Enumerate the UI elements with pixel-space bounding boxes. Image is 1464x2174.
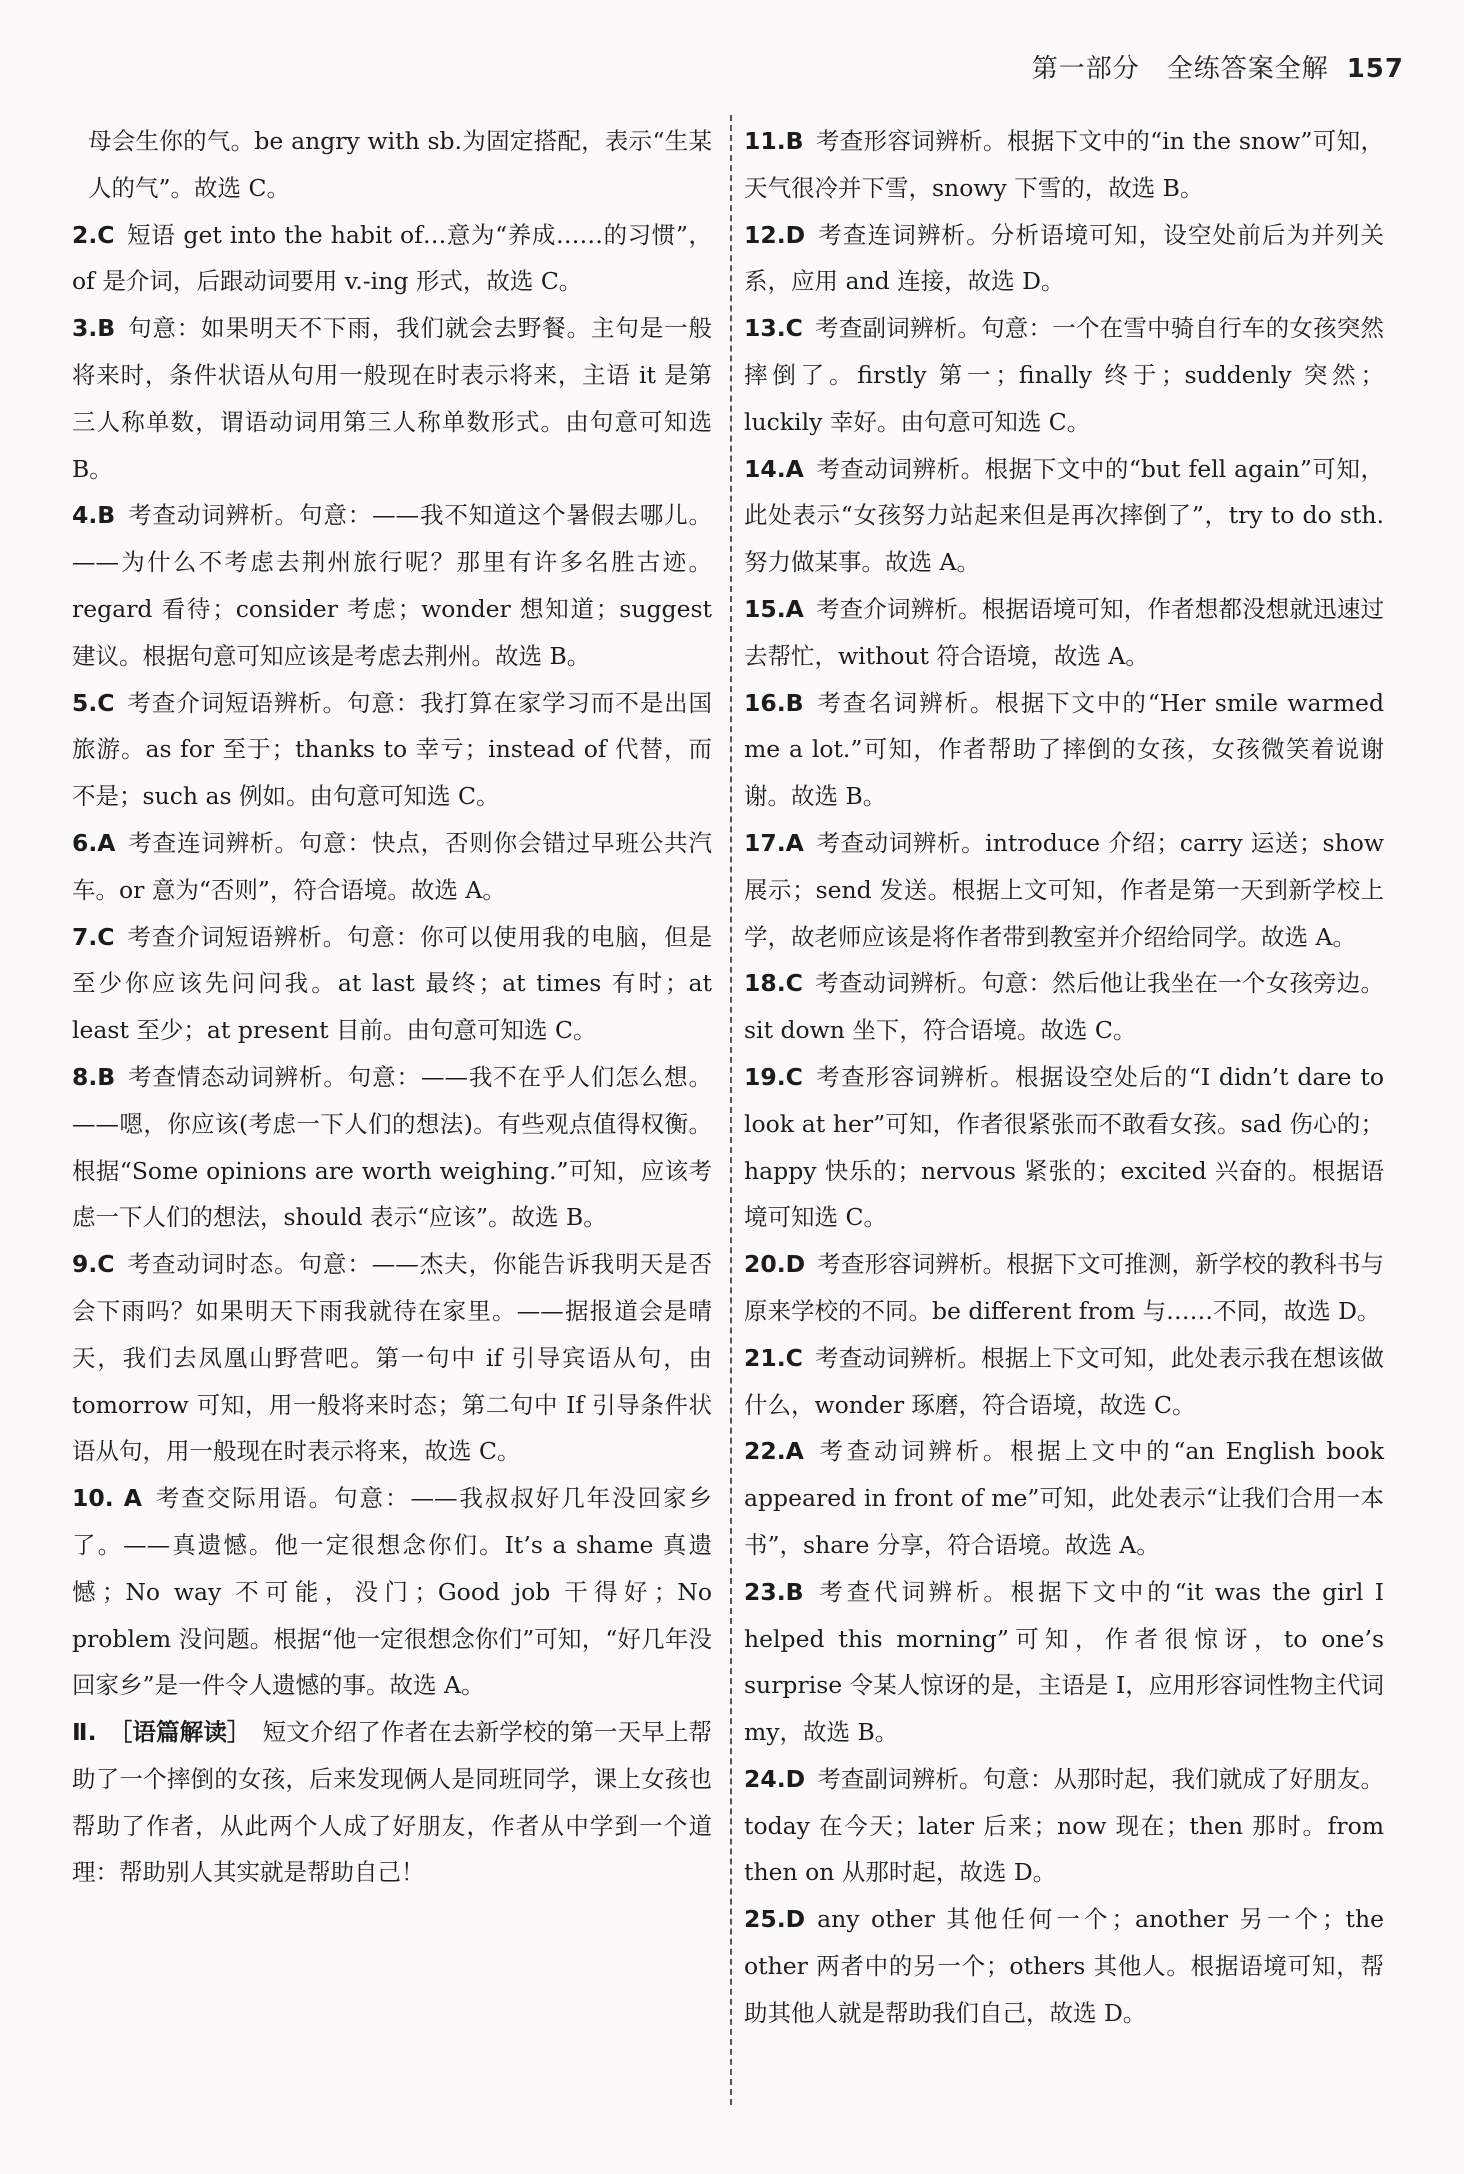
answer-item xyxy=(72,1054,712,1241)
answer-text: 母会生你的气。be angry with sb.为固定搭配，表示“生某人的气”。故选 C。 xyxy=(88,127,712,202)
answer-number: 17.A xyxy=(744,828,804,857)
answer-item xyxy=(744,1428,1384,1568)
answer-item xyxy=(744,446,1384,586)
answer-text: 考查介词辨析。根据语境可知，作者想都没想就迅速过去帮忙，without 符合语境，故选 A。 xyxy=(744,594,1384,670)
answer-number: 9.C xyxy=(72,1250,115,1279)
answer-item xyxy=(744,212,1384,306)
answer-item xyxy=(72,492,712,679)
answer-text: 考查动词辨析。句意：然后他让我坐在一个女孩旁边。sit down 坐下，符合语境。故选 C。 xyxy=(744,969,1384,1045)
answer-text: 句意：如果明天不下雨，我们就会去野餐。主句是一般将来时，条件状语从句用一般现在时表示将来，主语 it 是第三人称单数，谓语动词用第三人称单数形式。由句意可知选 B。 xyxy=(72,314,712,483)
answer-text: 考查名词辨析。根据下文中的“Her smile warmed me a lot.”可知，作者帮助了摔倒的女孩，女孩微笑着说谢谢。故选 B。 xyxy=(744,688,1384,811)
answer-number: 23.B xyxy=(744,1577,804,1606)
answer-number: 22.A xyxy=(744,1437,804,1466)
answer-item xyxy=(744,305,1384,445)
answer-number: 4.B xyxy=(72,501,116,530)
answer-item xyxy=(72,914,712,1054)
answer-text: any other 其他任何一个；another 另一个；the other 两者中的另一个；others 其他人。根据语境可知，帮助其他人就是帮助我们自己，故选 D。 xyxy=(744,1905,1384,2027)
answer-item xyxy=(744,1569,1384,1756)
answer-number: 18.C xyxy=(744,969,803,998)
answer-text: 考查代词辨析。根据下文中的“it was the girl I helped this morning”可知，作者很惊讶，to one’s surprise 令某人惊讶的是，主语是 I，应用形容词性物主代词 my，故选 B。 xyxy=(744,1577,1384,1747)
answer-number: 13.C xyxy=(744,314,803,343)
answer-number: 8.B xyxy=(72,1062,116,1091)
answer-text: 考查副词辨析。句意：一个在雪中骑自行车的女孩突然摔倒了。firstly 第一；finally 终于；suddenly 突然；luckily 幸好。由句意可知选 C。 xyxy=(744,314,1384,436)
answer-item xyxy=(72,212,712,306)
answer-item xyxy=(744,1756,1384,1896)
answer-item xyxy=(72,118,712,212)
left-column xyxy=(72,118,712,1896)
answer-number: 24.D xyxy=(744,1764,806,1793)
answer-text: 考查动词时态。句意：——杰夫，你能告诉我明天是否会下雨吗？如果明天下雨我就待在家里。——据报道会是晴天，我们去凤凰山野营吧。第一句中 if 引导宾语从句，由 tomorrow 可知，用一般将来时态；第二句中 If 引导条件状语从句，用一般现在时表示将来，故选 C。 xyxy=(72,1250,712,1466)
answer-item xyxy=(744,1335,1384,1429)
answer-number: 11.B xyxy=(744,127,804,155)
answer-text: 短文介绍了作者在去新学校的第一天早上帮助了一个摔倒的女孩，后来发现俩人是同班同学，课上女孩也帮助了作者，从此两个人成了好朋友，作者从中学到一个道理：帮助别人其实就是帮助自己！ xyxy=(72,1718,713,1887)
answer-text: 短语 get into the habit of…意为“养成……的习惯”，of 是介词，后跟动词要用 v.-ing 形式，故选 C。 xyxy=(72,220,712,296)
answer-item xyxy=(72,1709,712,1896)
answer-item xyxy=(72,820,712,914)
answer-text: 考查连词辨析。分析语境可知，设空处前后为并列关系，应用 and 连接，故选 D。 xyxy=(744,220,1384,296)
answer-number: 16.B xyxy=(744,688,804,717)
answer-text: 考查情态动词辨析。句意：——我不在乎人们怎么想。——嗯，你应该(考虑一下人们的想法)。有些观点值得权衡。根据“Some opinions are worth weighing.”可知，应该考虑一下人们的想法，should 表示“应该”。故选 B。 xyxy=(72,1062,712,1232)
answer-item xyxy=(744,1241,1384,1335)
answer-number: 6.A xyxy=(72,828,116,857)
answer-number: 3.B xyxy=(72,314,116,343)
answer-number: 15.A xyxy=(744,594,804,623)
answer-text: 考查动词辨析。根据上文中的“an English book appeared in front of me”可知，此处表示“让我们合用一本书”，share 分享，符合语境。故选 A。 xyxy=(744,1437,1384,1559)
answer-item xyxy=(744,118,1384,212)
answer-text: 考查动词辨析。句意：——我不知道这个暑假去哪儿。——为什么不考虑去荆州旅行呢？那里有许多名胜古迹。regard 看待；consider 考虑；wonder 想知道；suggest 建议。根据句意可知应该是考虑去荆州。故选 B。 xyxy=(72,501,712,670)
answer-text: 考查交际用语。句意：——我叔叔好几年没回家乡了。——真遗憾。他一定很想念你们。It’s a shame 真遗憾；No way 不可能，没门；Good job 干得好；No problem 没问题。根据“他一定很想念你们”可知，“好几年没回家乡”是一件令人遗憾的事。故选 A。 xyxy=(72,1484,712,1700)
answer-number: Ⅱ. xyxy=(72,1718,97,1747)
answer-number: 7.C xyxy=(72,922,115,951)
answer-text: 考查动词辨析。根据下文中的“but fell again”可知，此处表示“女孩努力站起来但是再次摔倒了”，try to do sth.努力做某事。故选 A。 xyxy=(744,454,1384,577)
answer-item xyxy=(744,1896,1384,2036)
answer-item xyxy=(744,1054,1384,1241)
right-column xyxy=(744,118,1384,2037)
header-section-title: 第一部分 全练答案全解 xyxy=(1031,54,1329,84)
answer-text: 考查介词短语辨析。句意：我打算在家学习而不是出国旅游。as for 至于；thanks to 幸亏；instead of 代替，而不是；such as 例如。由句意可知选 C。 xyxy=(72,688,712,811)
page-number: 157 xyxy=(1346,54,1404,84)
answer-number: 20.D xyxy=(744,1250,806,1279)
answer-text: 考查介词短语辨析。句意：你可以使用我的电脑，但是至少你应该先问问我。at last 最终；at times 有时；at least 至少；at present 目前。由句意可知选 C。 xyxy=(72,922,712,1045)
answer-text: 考查连词辨析。句意：快点，否则你会错过早班公共汽车。or 意为“否则”，符合语境。故选 A。 xyxy=(72,828,712,904)
answer-item xyxy=(72,680,712,820)
answer-item xyxy=(744,820,1384,960)
answer-text: 考查动词辨析。introduce 介绍；carry 运送；show 展示；send 发送。根据上文可知，作者是第一天到新学校上学，故老师应该是将作者带到教室并介绍给同学。故选 A。 xyxy=(744,828,1384,951)
answer-number: 2.C xyxy=(72,220,115,249)
answer-item xyxy=(744,960,1384,1054)
answer-number: 12.D xyxy=(744,220,806,249)
answer-number: 21.C xyxy=(744,1343,803,1372)
section-label: ［语篇解读］ xyxy=(108,1718,239,1747)
column-divider xyxy=(730,115,732,2105)
page-header xyxy=(1032,48,1404,85)
answer-number: 10. A xyxy=(72,1484,142,1513)
answer-text: 考查形容词辨析。根据下文可推测，新学校的教科书与原来学校的不同。be different from 与……不同，故选 D。 xyxy=(744,1250,1384,1325)
answer-text: 考查形容词辨析。根据下文中的“in the snow”可知，天气很冷并下雪，snowy 下雪的，故选 B。 xyxy=(744,127,1384,202)
answer-number: 25.D xyxy=(744,1905,806,1934)
answer-item xyxy=(744,586,1384,680)
answer-number: 5.C xyxy=(72,688,115,717)
answer-item xyxy=(72,305,712,492)
answer-text: 考查副词辨析。句意：从那时起，我们就成了好朋友。today 在今天；later 后来；now 现在；then 那时。from then on 从那时起，故选 D。 xyxy=(744,1764,1384,1887)
answer-item xyxy=(744,680,1384,820)
answer-text: 考查动词辨析。根据上下文可知，此处表示我在想该做什么，wonder 琢磨，符合语境，故选 C。 xyxy=(744,1343,1384,1419)
answer-item xyxy=(72,1241,712,1475)
answer-text: 考查形容词辨析。根据设空处后的“I didn’t dare to look at her”可知，作者很紧张而不敢看女孩。sad 伤心的；happy 快乐的；nervous 紧张的；excited 兴奋的。根据语境可知选 C。 xyxy=(744,1062,1384,1232)
answer-item xyxy=(72,1475,712,1709)
answer-number: 14.A xyxy=(744,454,804,483)
answer-number: 19.C xyxy=(744,1062,803,1091)
